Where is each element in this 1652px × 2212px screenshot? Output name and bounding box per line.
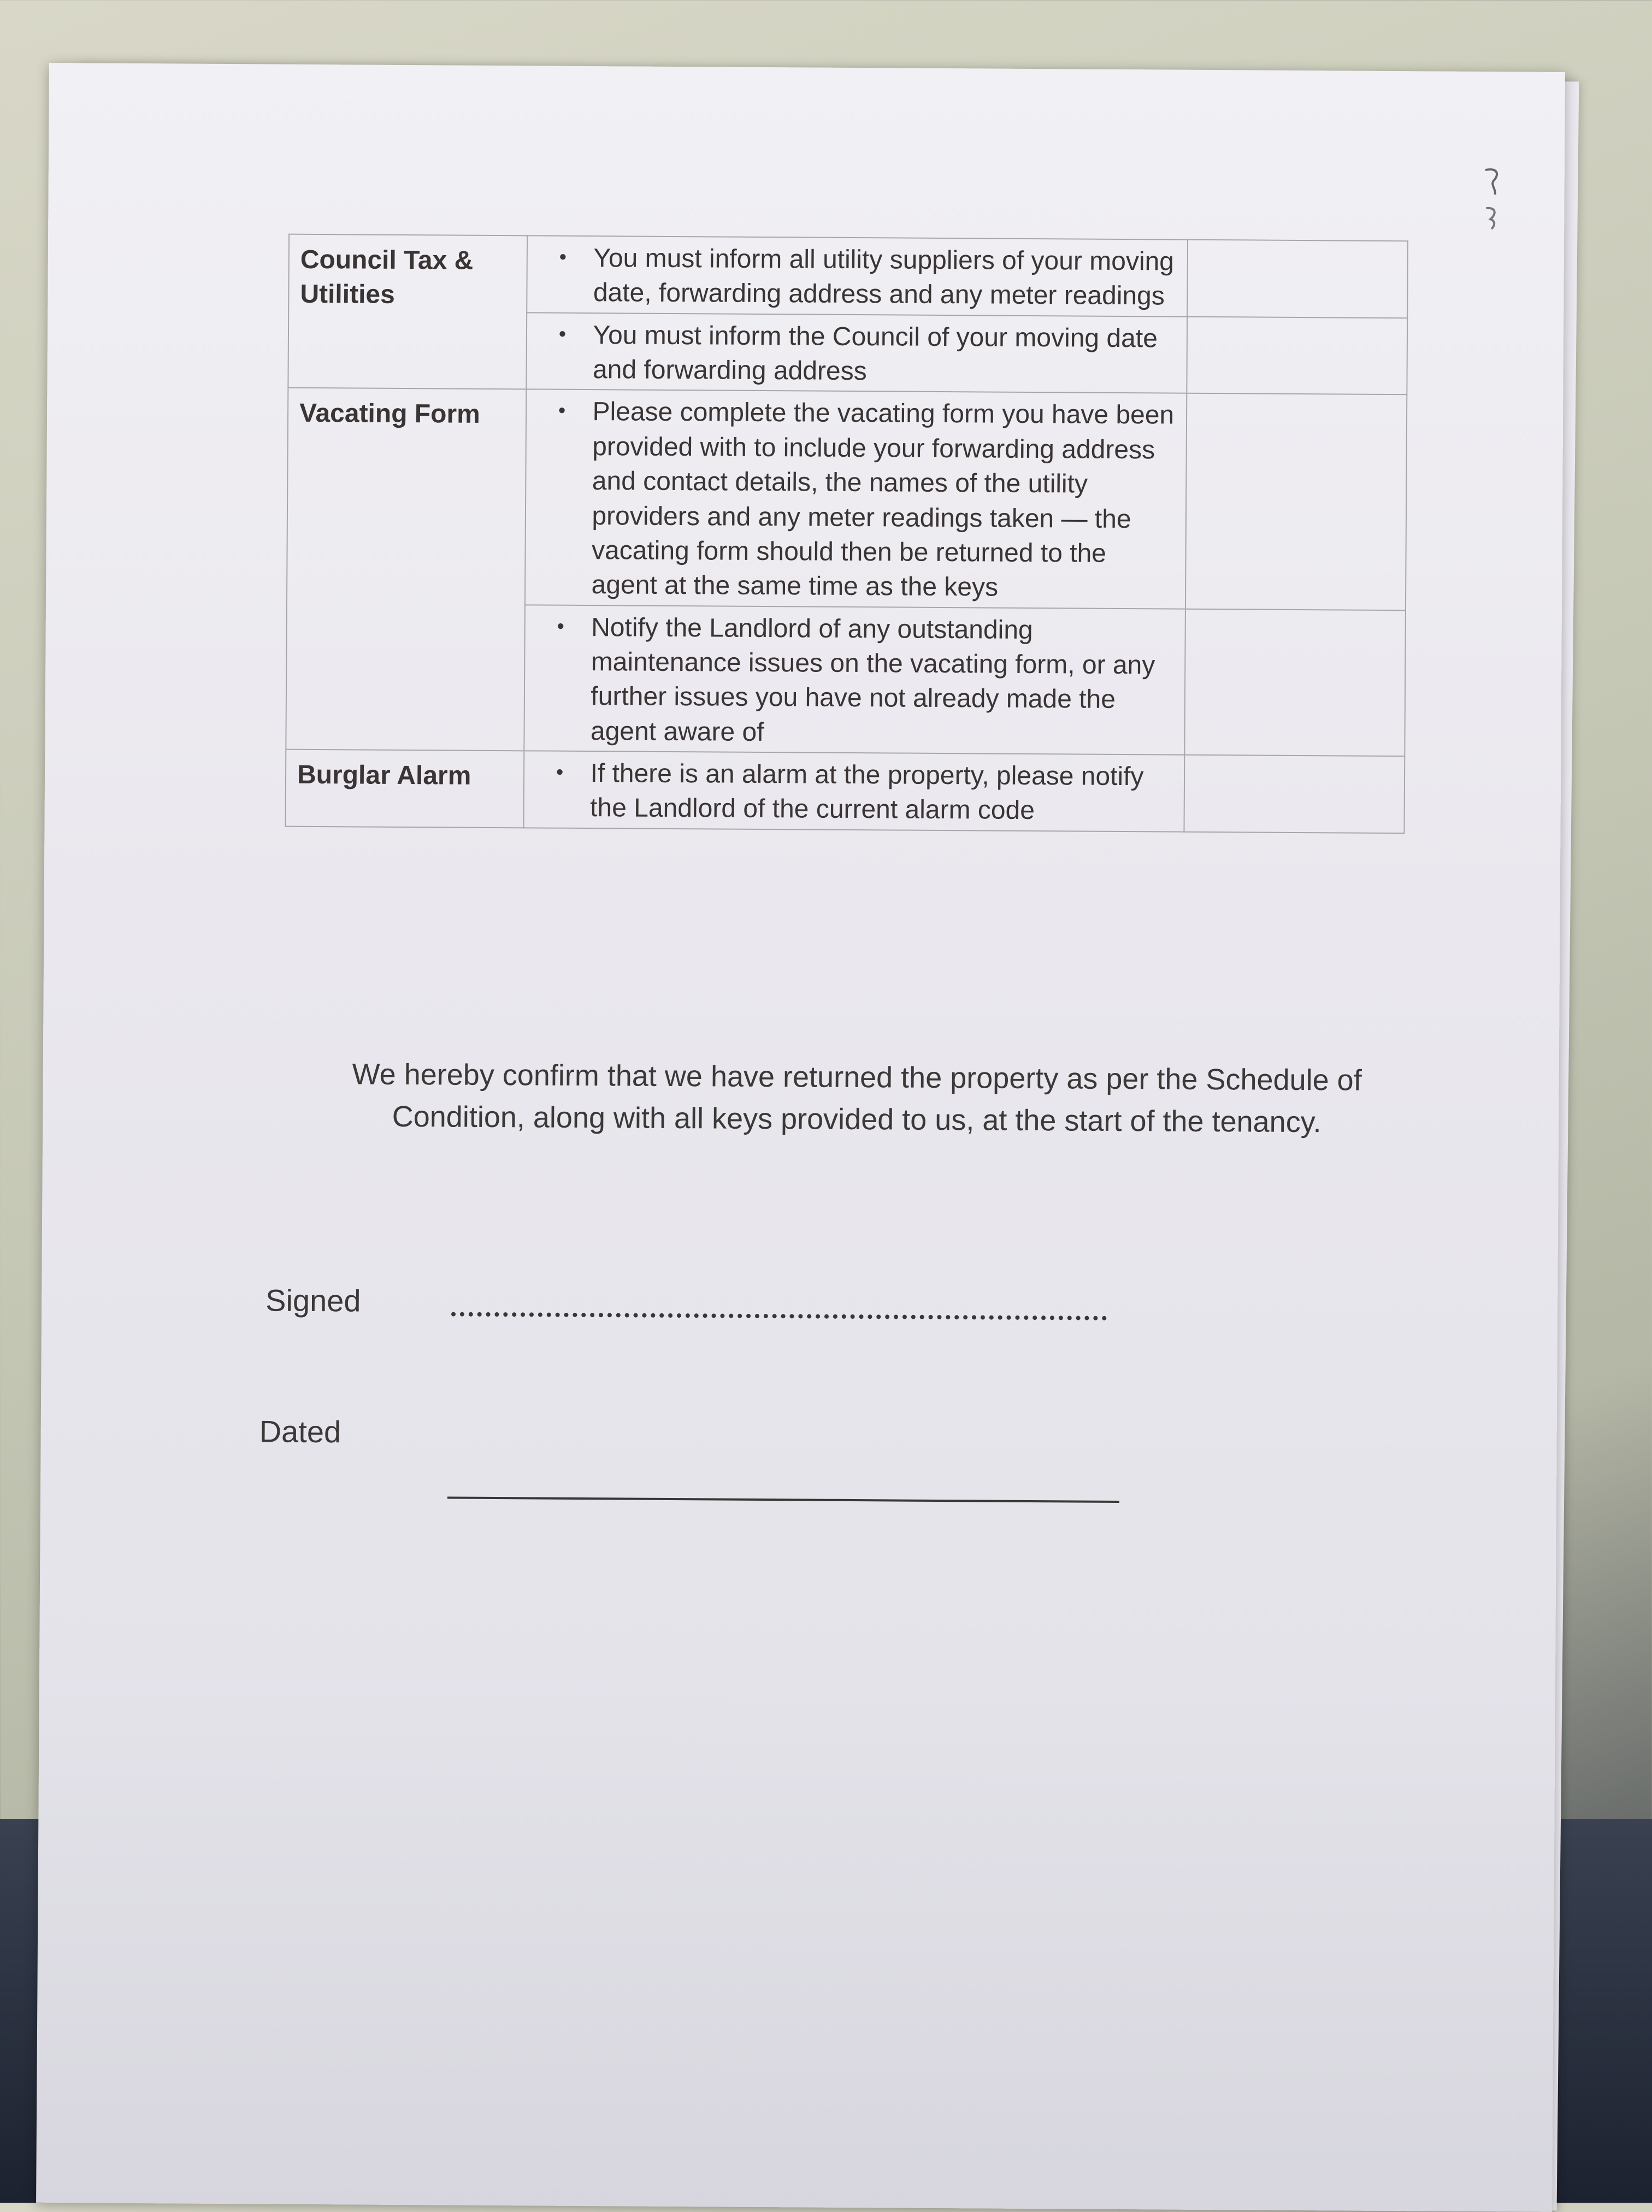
category-burglar-alarm: Burglar Alarm [285, 750, 524, 828]
date-line[interactable] [447, 1497, 1119, 1503]
table-row [287, 388, 1407, 610]
checklist-item [524, 751, 1185, 831]
bullet-icon: • [558, 322, 567, 346]
checklist-item [527, 235, 1188, 316]
signed-label: Signed [265, 1283, 361, 1318]
table-row [288, 234, 1408, 318]
document-page [36, 63, 1565, 2212]
item-text: If there is an alarm at the property, please notify the Landlord of the current alarm code [589, 759, 1144, 825]
bullet-icon: • [559, 245, 567, 269]
tick-cell[interactable] [1187, 316, 1407, 394]
table-row [285, 750, 1405, 833]
tick-cell[interactable] [1187, 240, 1408, 318]
bullet-icon: • [556, 760, 564, 784]
bullet-icon: • [558, 399, 566, 423]
checklist-item [524, 605, 1185, 755]
bullet-icon: • [557, 615, 564, 638]
dated-label: Dated [259, 1414, 341, 1449]
category-council-tax: Council Tax & Utilities [288, 234, 527, 390]
item-text: You must inform the Council of your moving date and forwarding address [592, 320, 1158, 386]
vacating-checklist-table [285, 234, 1408, 834]
tick-cell[interactable] [1184, 755, 1405, 833]
item-text: You must inform all utility suppliers of your moving date, forwarding address and any meter readings [593, 244, 1175, 311]
checklist-item [525, 390, 1187, 609]
item-text: Notify the Landlord of any outstanding maintenance issues on the vacating form, or any further issues you have not already made the agent aware of [590, 612, 1155, 747]
category-vacating-form: Vacating Form [286, 388, 527, 751]
tick-cell[interactable] [1184, 609, 1405, 756]
tick-cell[interactable] [1185, 393, 1407, 610]
checklist-item [527, 312, 1188, 393]
confirmation-statement: We hereby confirm that we have returned the property as per the Schedule of Condition, along with all keys provided to us, at the start of the tenancy. [352, 1058, 1362, 1139]
signature-line[interactable] [451, 1312, 1107, 1320]
item-text: Please complete the vacating form you have been provided with to include your forwarding address and contact details, the names of the utility providers and any meter readings taken — the vacating form should then be returned to the agent at the same time as the keys [591, 397, 1175, 602]
pen-marks-icon [1474, 164, 1518, 230]
